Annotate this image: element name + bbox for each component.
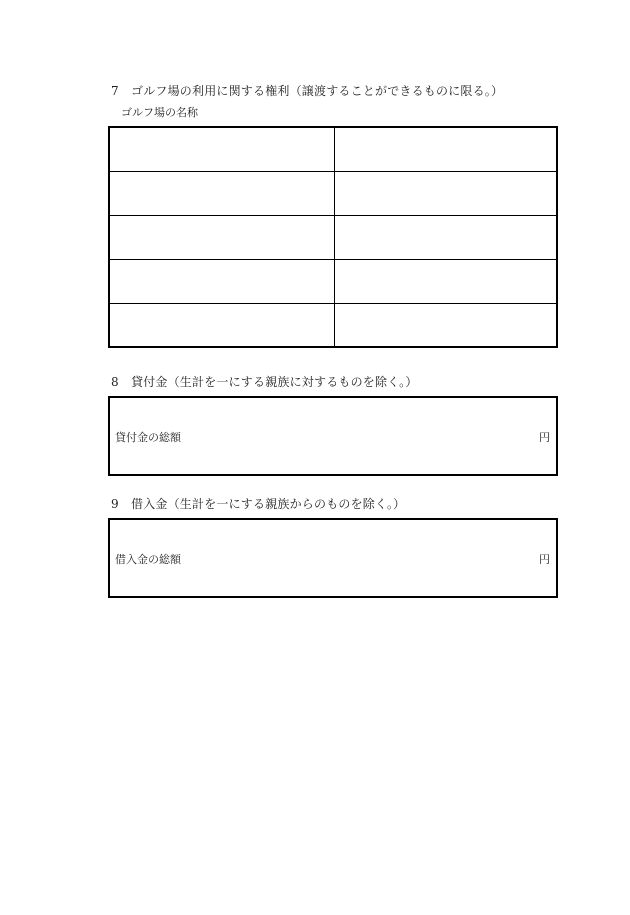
golf-course-detail-cell[interactable] bbox=[334, 127, 557, 171]
section-8-title: 貸付金（生計を一にする親族に対するものを除く。） bbox=[131, 375, 418, 389]
table-row bbox=[109, 171, 557, 215]
golf-course-name-cell[interactable] bbox=[109, 259, 334, 303]
loans-receivable-box[interactable] bbox=[108, 396, 558, 476]
loans-payable-total-label: 借入金の総額 bbox=[115, 553, 181, 566]
section-7-number: 7 bbox=[111, 84, 119, 98]
golf-course-detail-cell[interactable] bbox=[334, 303, 557, 347]
section-7-title: ゴルフ場の利用に関する権利（譲渡することができるものに限る。） bbox=[131, 84, 504, 98]
yen-unit-label: 円 bbox=[539, 553, 550, 566]
table-row bbox=[109, 303, 557, 347]
table-row bbox=[109, 127, 557, 171]
section-8-number: 8 bbox=[111, 375, 119, 389]
section-9-heading bbox=[111, 497, 405, 511]
section-9-title: 借入金（生計を一にする親族からのものを除く。） bbox=[131, 497, 406, 511]
loans-receivable-total-label: 貸付金の総額 bbox=[115, 431, 181, 444]
golf-course-detail-cell[interactable] bbox=[334, 259, 557, 303]
golf-course-name-label: ゴルフ場の名称 bbox=[121, 106, 198, 119]
table-row bbox=[109, 259, 557, 303]
golf-course-name-cell[interactable] bbox=[109, 303, 334, 347]
golf-course-detail-cell[interactable] bbox=[334, 215, 557, 259]
golf-course-name-cell[interactable] bbox=[109, 127, 334, 171]
section-9-number: 9 bbox=[111, 497, 119, 511]
golf-course-name-cell[interactable] bbox=[109, 215, 334, 259]
loans-payable-box[interactable] bbox=[108, 518, 558, 598]
section-7-heading bbox=[111, 84, 503, 98]
yen-unit-label: 円 bbox=[539, 431, 550, 444]
table-row bbox=[109, 215, 557, 259]
golf-course-name-cell[interactable] bbox=[109, 171, 334, 215]
golf-course-table bbox=[108, 126, 558, 348]
section-8-heading bbox=[111, 375, 418, 389]
golf-course-detail-cell[interactable] bbox=[334, 171, 557, 215]
